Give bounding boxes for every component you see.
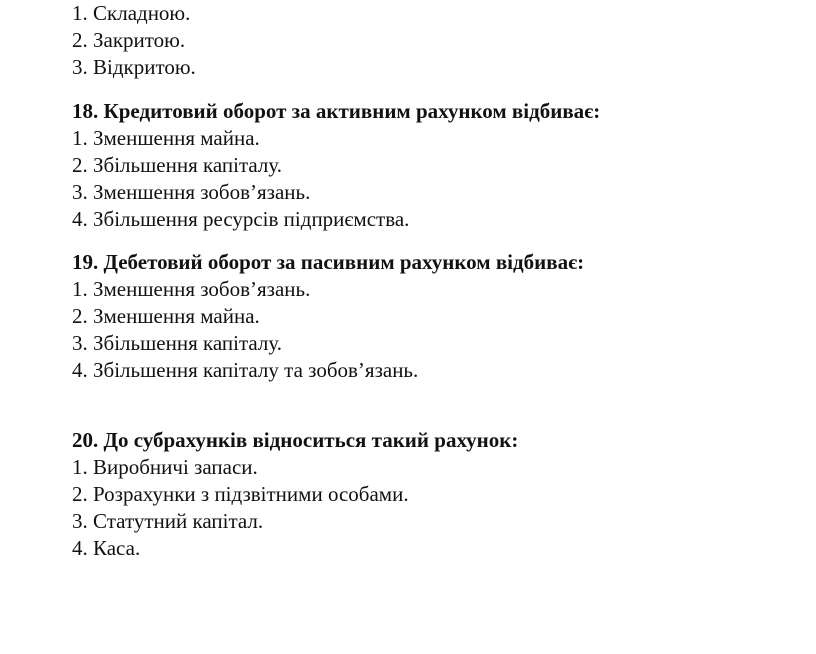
question-17-options xyxy=(72,0,792,81)
option-text: 2. Закритою. xyxy=(72,28,186,52)
question-heading: 20. До субрахунків відноситься такий рахунок: xyxy=(72,428,519,452)
option-text: 4. Каса. xyxy=(72,536,141,560)
question-20 xyxy=(72,427,792,562)
question-heading: 19. Дебетовий оборот за пасивним рахунком відбиває: xyxy=(72,250,585,274)
option-text: 2. Зменшення майна. xyxy=(72,304,260,328)
document-page xyxy=(72,0,792,562)
option-text: 4. Збільшення ресурсів підприємства. xyxy=(72,207,410,231)
option-text: 3. Збільшення капіталу. xyxy=(72,331,283,355)
option-text: 4. Збільшення капіталу та зобов’язань. xyxy=(72,358,419,382)
option-text: 1. Виробничі запаси. xyxy=(72,455,258,479)
option-text: 1. Складною. xyxy=(72,1,191,25)
option-text: 3. Зменшення зобов’язань. xyxy=(72,180,311,204)
option-text: 1. Зменшення зобов’язань. xyxy=(72,277,311,301)
option-text: 2. Розрахунки з підзвітними особами. xyxy=(72,482,409,506)
option-text: 3. Статутний капітал. xyxy=(72,509,264,533)
question-heading: 18. Кредитовий оборот за активним рахунком відбиває: xyxy=(72,99,601,123)
question-18 xyxy=(72,98,792,233)
option-text: 3. Відкритою. xyxy=(72,55,196,79)
option-text: 2. Збільшення капіталу. xyxy=(72,153,283,177)
option-text: 1. Зменшення майна. xyxy=(72,126,260,150)
question-19 xyxy=(72,249,792,384)
